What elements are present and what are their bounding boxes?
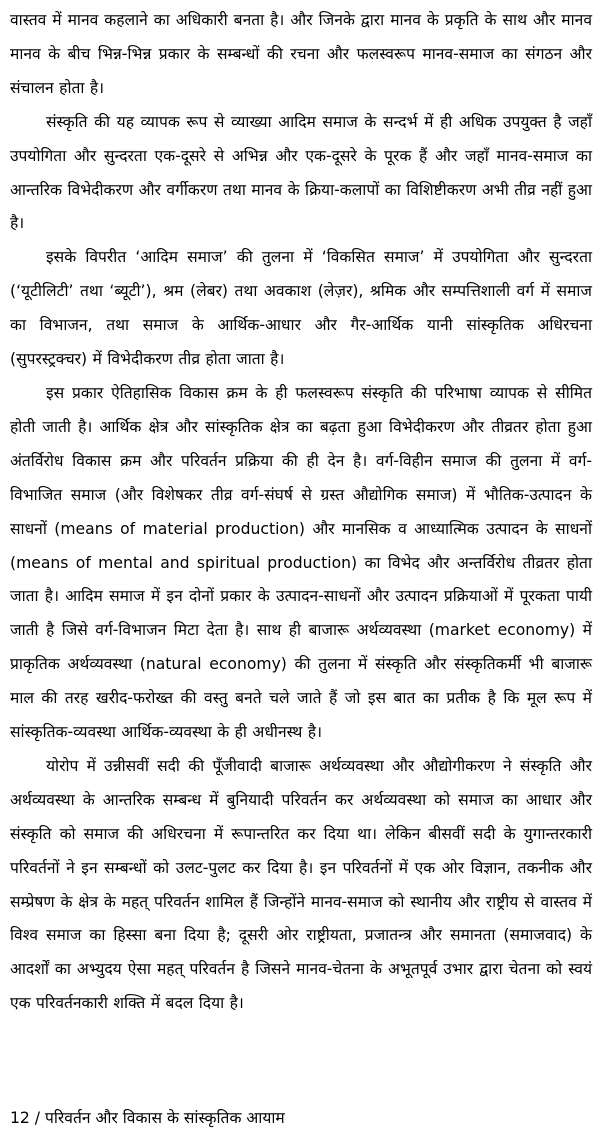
page-footer: 12 / परिवर्तन और विकास के सांस्कृतिक आयाम <box>10 1109 285 1127</box>
paragraph-4: इस प्रकार ऐतिहासिक विकास क्रम के ही फलस्वरूप संस्कृति की परिभाषा व्यापक से सीमित होती जाती है। आर्थिक क्षेत्र और सांस्कृतिक क्षेत्र का बढ़ता हुआ विभेदीकरण और तीव्रतर होता हुआ अंतर्विरोध विकास क्रम और परिवर्तन प्रक्रिया की ही देन है। वर्ग-विहीन समाज की तुलना में वर्ग-विभाजित समाज (और विशेषकर तीव्र वर्ग-संघर्ष से ग्रस्त औद्योगिक समाज) में भौतिक-उत्पादन के साधनों (means of material production) और मानसिक व आध्यात्मिक उत्पादन के साधनों (means of mental and spiritual production) का विभेद और अन्तर्विरोध तीव्रतर होता जाता है। आदिम समाज में इन दोनों प्रकार के उत्पादन-साधनों और उत्पादन प्रक्रियाओं में पूरकता पायी जाती है जिसे वर्ग-विभाजन मिटा देता है। साथ ही बाजारू अर्थव्यवस्था (market economy) में प्राकृतिक अर्थव्यवस्था (natural economy) की तुलना में संस्कृति और संस्कृतिकर्मी भी बाजारू माल की तरह खरीद-फरोख्त की वस्तु बनते चले जाते हैं जो इस बात का प्रतीक है कि मूल रूप में सांस्कृतिक-व्यवस्था आर्थिक-व्यवस्था के ही अधीनस्थ है। <box>10 383 592 742</box>
paragraph-2: संस्कृति की यह व्यापक रूप से व्याख्या आदिम समाज के सन्दर्भ में ही अधिक उपयुक्त है जहाँ उपयोगिता और सुन्दरता एक-दूसरे से अभिन्न और एक-दूसरे के पूरक हैं और जहाँ मानव-समाज का आन्तरिक विभेदीकरण और वर्गीकरण तथा मानव के क्रिया-कलापों का विशिष्टीकरण अभी तीव्र नहीं हुआ है। <box>10 112 592 233</box>
page-body <box>10 4 592 1021</box>
paragraph-5: योरोप में उन्नीसवीं सदी की पूँजीवादी बाजारू अर्थव्यवस्था और औद्योगीकरण ने संस्कृति और अर्थव्यवस्था के आन्तरिक सम्बन्ध में बुनियादी परिवर्तन कर अर्थव्यवस्था को समाज का आधार और संस्कृति को समाज की अधिरचना में रूपान्तरित कर दिया था। लेकिन बीसवीं सदी के युगान्तरकारी परिवर्तनों ने इन सम्बन्धों को उलट-पुलट कर दिया है। इन परिवर्तनों में एक ओर विज्ञान, तकनीक और सम्प्रेषण के क्षेत्र के महत् परिवर्तन शामिल हैं जिन्होंने मानव-समाज को स्थानीय और राष्ट्रीय से वास्तव में विश्व समाज का हिस्सा बना दिया है; दूसरी ओर राष्ट्रीयता, प्रजातन्त्र और समानता (समाजवाद) के आदर्शों का अभ्युदय ऐसा महत् परिवर्तन है जिसने मानव-चेतना के अभूतपूर्व उभार द्वारा चेतना को स्वयं एक परिवर्तनकारी शक्ति में बदल दिया है। <box>10 756 592 1013</box>
paragraph-3: इसके विपरीत ‘आदिम समाज’ की तुलना में ‘विकसित समाज’ में उपयोगिता और सुन्दरता (‘यूटीलिटी’ तथा ‘ब्यूटी’), श्रम (लेबर) तथा अवकाश (लेज़र), श्रमिक और सम्पत्तिशाली वर्ग में समाज का विभाजन, तथा समाज के आर्थिक-आधार और गैर-आर्थिक यानी सांस्कृतिक अधिरचना (सुपरस्ट्रक्चर) में विभेदीकरण तीव्र होता जाता है। <box>10 248 592 369</box>
paragraph-1: वास्तव में मानव कहलाने का अधिकारी बनता है। और जिनके द्वारा मानव के प्रकृति के साथ और मानव मानव के बीच भिन्न-भिन्न प्रकार के सम्बन्धों की रचना और फलस्वरूप मानव-समाज का संगठन और संचालन होता है। <box>10 11 592 97</box>
